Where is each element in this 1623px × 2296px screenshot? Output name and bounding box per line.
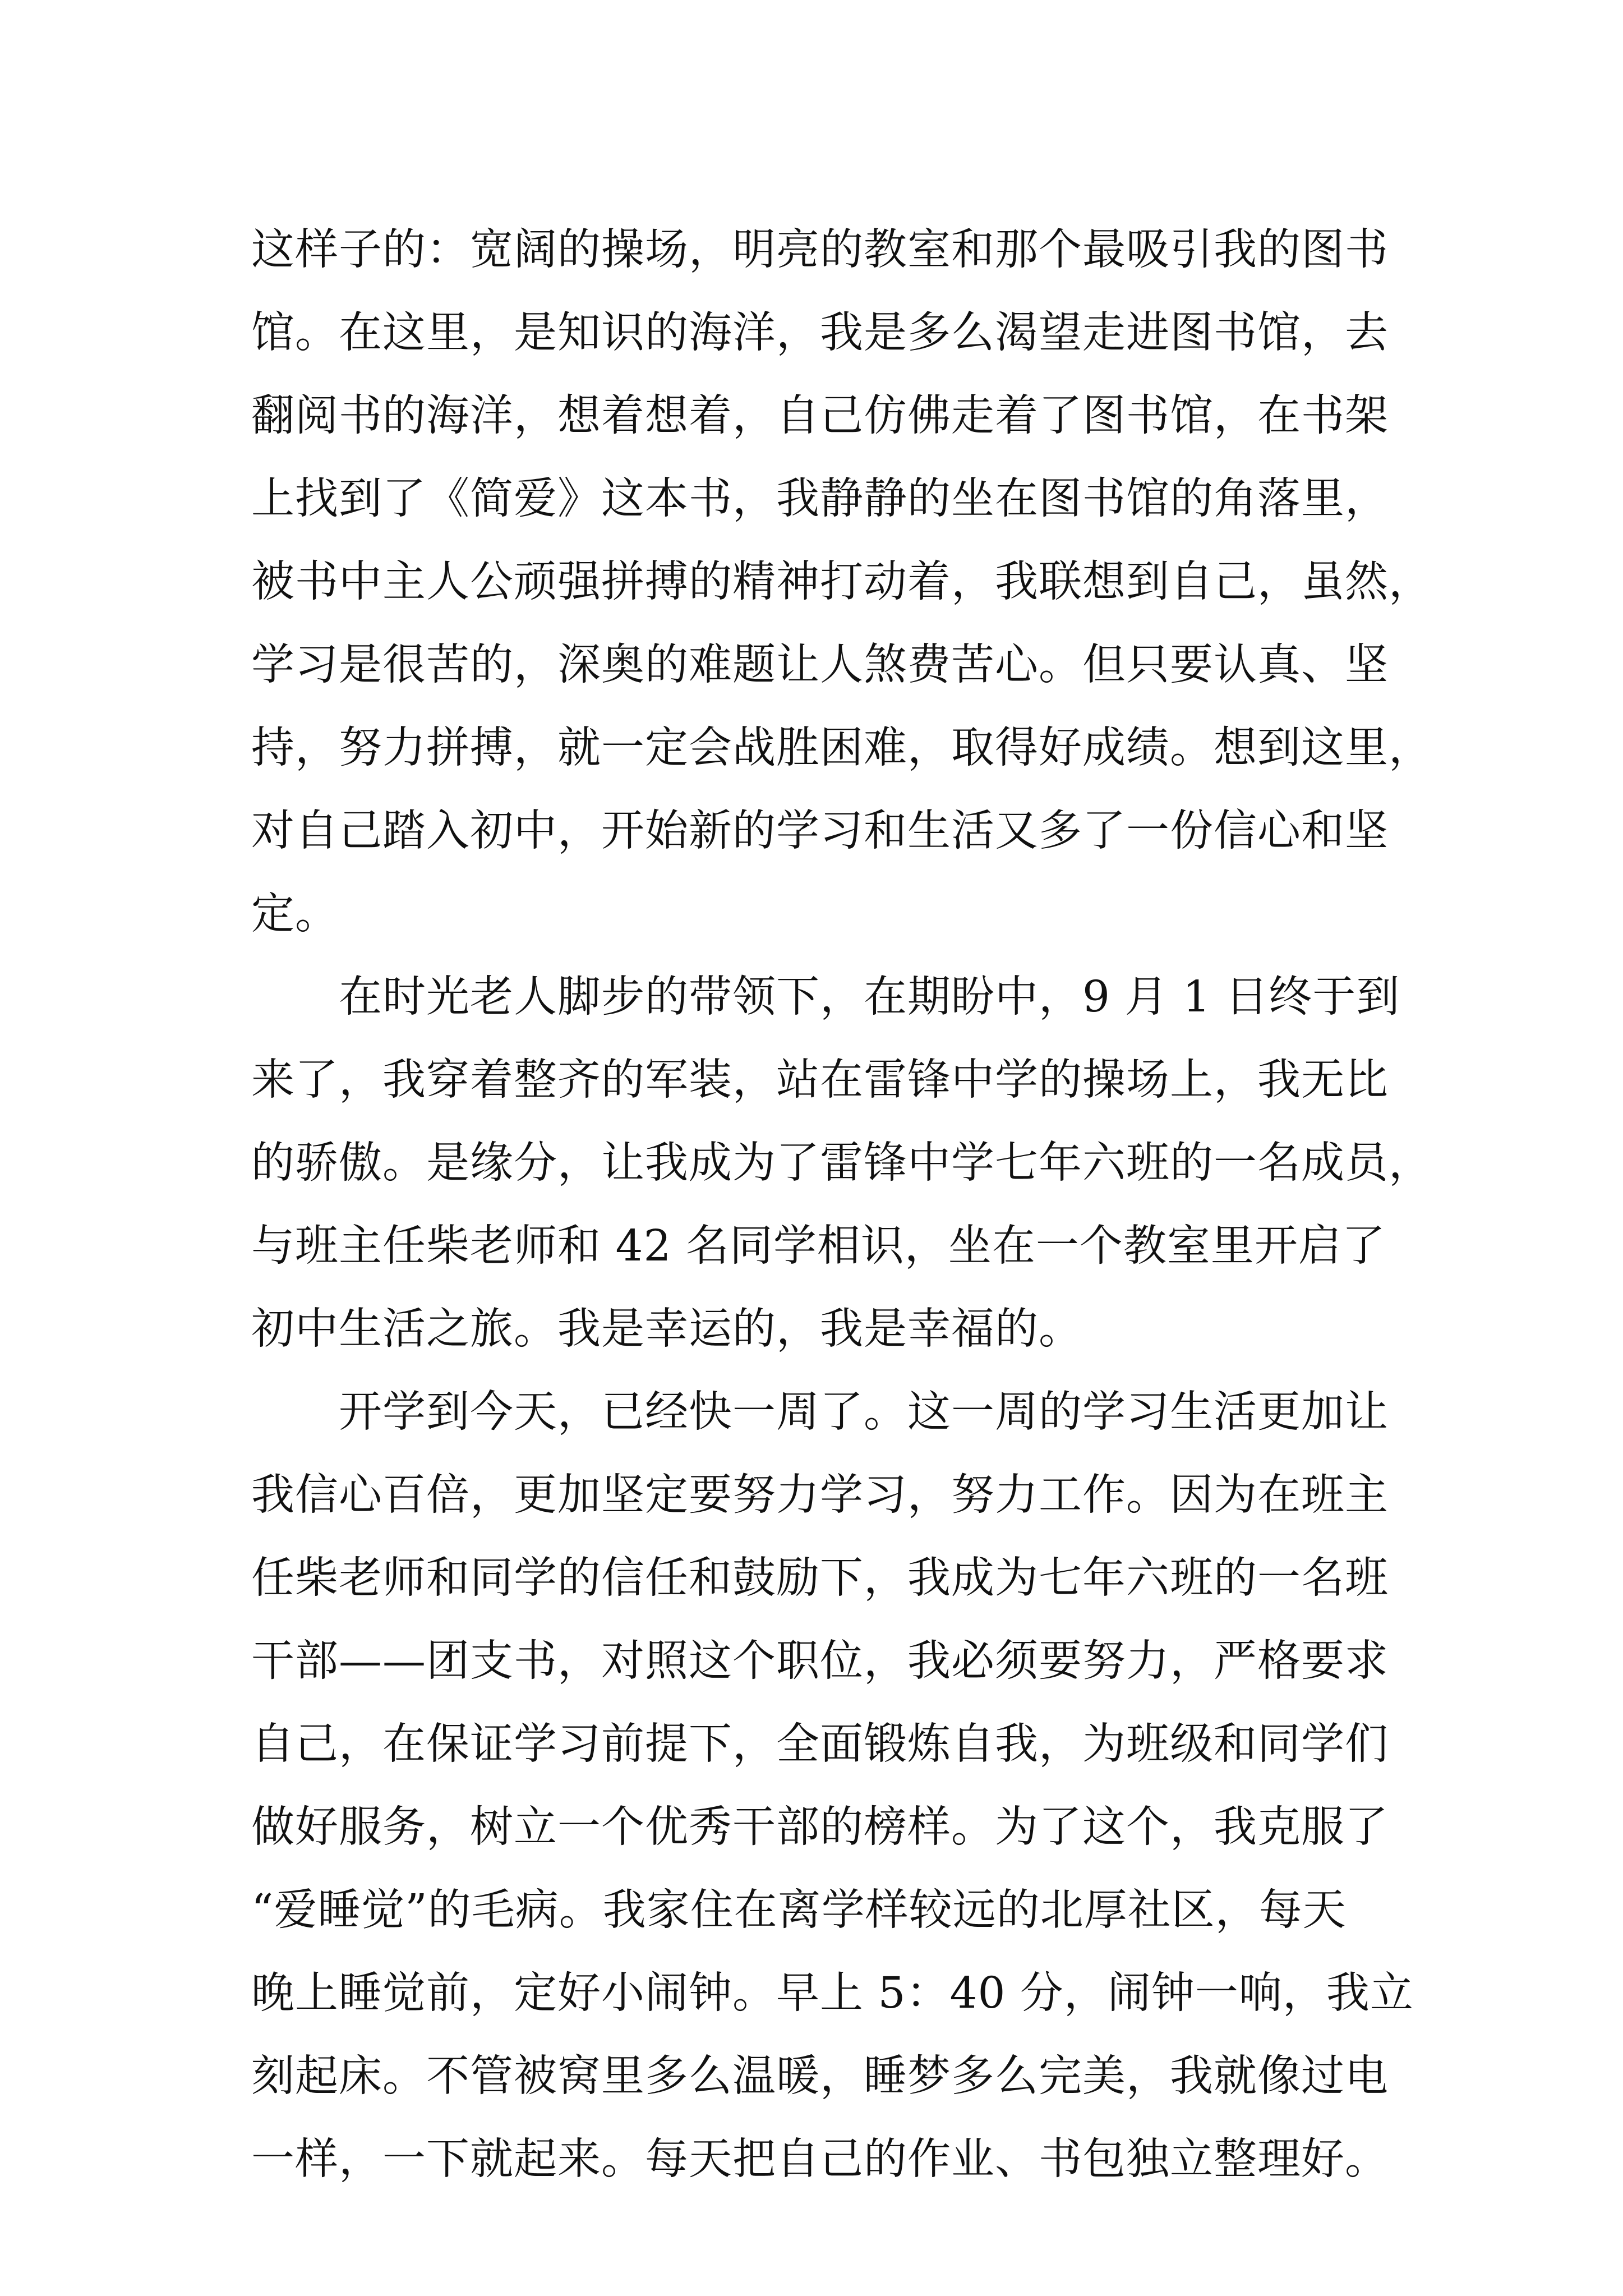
text-line: 干部——团支书，对照这个职位，我必须要努力，严格要求 xyxy=(251,1636,1389,1686)
paragraph-start-line: 在时光老人脚步的带领下，在期盼中，9 月 1 日终于到 xyxy=(339,972,1400,1022)
text-line: 定。 xyxy=(251,889,339,939)
text-line: 任柴老师和同学的信任和鼓励下，我成为七年六班的一名班 xyxy=(251,1553,1389,1603)
text-line: 做好服务，树立一个优秀干部的榜样。为了这个，我克服了 xyxy=(251,1802,1389,1852)
text-line: 馆。在这里，是知识的海洋，我是多么渴望走进图书馆，去 xyxy=(251,308,1389,358)
text-line: 与班主任柴老师和 42 名同学相识，坐在一个教室里开启了 xyxy=(251,1221,1386,1271)
text-line: 对自己踏入初中，开始新的学习和生活又多了一份信心和坚 xyxy=(251,806,1389,856)
text-line: “爱睡觉”的毛病。我家住在离学样较远的北厚社区，每天 xyxy=(251,1885,1347,1935)
text-line: 上找到了《简爱》这本书，我静静的坐在图书馆的角落里， xyxy=(251,474,1389,524)
text-line: 这样子的：宽阔的操场，明亮的教室和那个最吸引我的图书 xyxy=(251,225,1389,275)
text-line: 晚上睡觉前，定好小闹钟。早上 5：40 分，闹钟一响，我立 xyxy=(251,1968,1414,2018)
text-line: 的骄傲。是缘分，让我成为了雷锋中学七年六班的一名成员， xyxy=(251,1138,1432,1188)
text-line: 来了，我穿着整齐的军装，站在雷锋中学的操场上，我无比 xyxy=(251,1055,1389,1105)
text-line: 学习是很苦的，深奥的难题让人煞费苦心。但只要认真、坚 xyxy=(251,640,1389,690)
essay-body xyxy=(251,209,1432,2201)
text-line: 翻阅书的海洋，想着想着，自己仿佛走着了图书馆，在书架 xyxy=(251,391,1389,441)
text-line: 一样，一下就起来。每天把自己的作业、书包独立整理好。 xyxy=(251,2134,1389,2184)
text-line: 初中生活之旅。我是幸运的，我是幸福的。 xyxy=(251,1304,1082,1354)
text-line: 我信心百倍，更加坚定要努力学习，努力工作。因为在班主 xyxy=(251,1470,1389,1520)
text-line: 刻起床。不管被窝里多么温暖，睡梦多么完美，我就像过电 xyxy=(251,2051,1389,2101)
text-line: 持，努力拼搏，就一定会战胜困难，取得好成绩。想到这里， xyxy=(251,723,1432,773)
text-line: 自己，在保证学习前提下，全面锻炼自我，为班级和同学们 xyxy=(251,1719,1389,1769)
text-line: 被书中主人公顽强拼搏的精神打动着，我联想到自己，虽然， xyxy=(251,557,1432,607)
paragraph-start-line: 开学到今天，已经快一周了。这一周的学习生活更加让 xyxy=(339,1387,1389,1437)
